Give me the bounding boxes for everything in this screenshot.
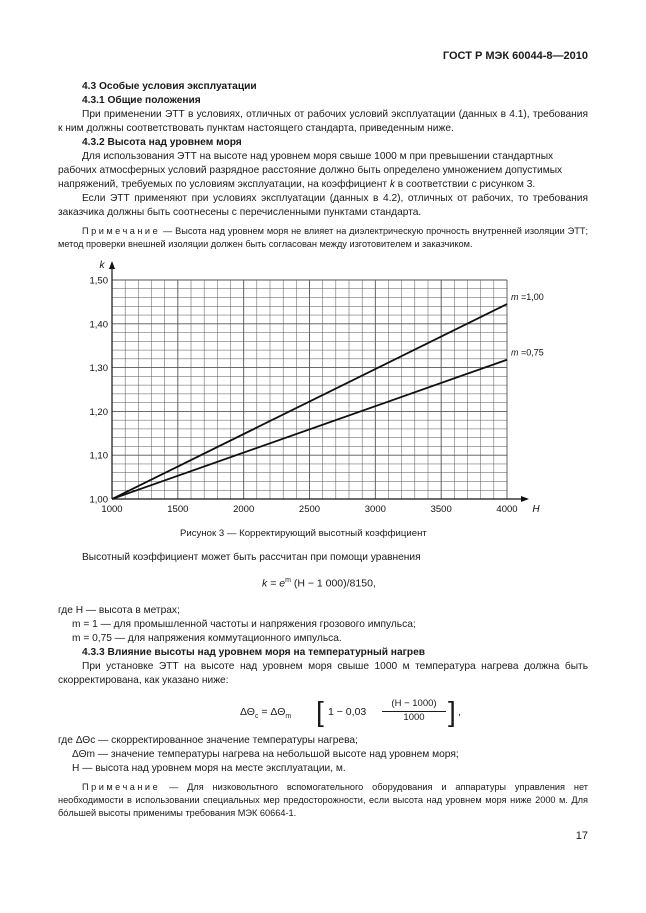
document-header: ГОСТ Р МЭК 60044-8—2010 [442,50,588,62]
y-axis-arrow [109,261,115,269]
eq2-comma: , [458,706,461,718]
x-tick-label: 3000 [364,504,386,515]
eq1-lhs: k = e [262,577,286,590]
where-delta-c: где ΔΘc — скорректированное значение температуры нагрева; [58,735,358,746]
x-tick-label: 1500 [167,504,189,515]
x-axis-label: H [532,504,540,515]
note-2-text: — Для низковольтного вспомогательного оборудования и аппаратуры управления нет необходимости в использовании специальных мер предосторожности, если высота над уровнем моря ниже 2000 м. Для бóльшей высоты применимы требования МЭК 60664-1. [58,782,588,818]
y-tick-label: 1,30 [89,363,108,375]
where-h-2: H — высота над уровнем моря на месте эксплуатации, м. [72,763,346,774]
x-tick-label: 4000 [496,504,518,515]
eq2-bracket-left: [ [316,696,324,727]
line3-text-a: напряжений, требуемых по условиям эксплуатации, на коэффициент [58,179,388,190]
section-heading-4-3-2: 4.3.2 Высота над уровнем моря [82,137,242,148]
eq2-denominator: 1000 [403,712,425,723]
eq2-lhs: $\Delta\Theta_c = \Delta\Theta_m$ [240,706,292,721]
where-h: где H — высота в метрах; [58,605,180,616]
eq1-rest: (H − 1 000)/8150, [290,577,376,590]
note-1-text: — Высота над уровнем моря не влияет на диэлектрическую прочность внутренней изоляции ЭТТ; метод проверки внешней изоляции должен быть согласован между изготовителем и заказчиком. [58,226,588,249]
y-tick-label: 1,20 [89,406,108,418]
figure-caption: Рисунок 3 — Корректирующий высотный коэффициент [180,528,427,539]
equation-altitude-factor [262,577,376,590]
y-tick-label: 1,40 [89,319,108,331]
y-tick-label: 1,00 [89,494,108,506]
y-axis-label: k [99,260,105,271]
note-2-label: Примечание [82,782,161,792]
x-tick-label: 2500 [298,504,321,515]
eq2-inner: 1 − 0,03 [328,706,367,718]
series-label-2: m =0,75 [511,347,544,358]
x-axis-arrow [521,496,529,502]
note-2 [58,781,588,820]
x-tick-label: 2000 [233,504,255,515]
where-delta-m: ΔΘm — значение температуры нагрева на небольшой высоте над уровнем моря; [72,749,459,760]
equation-intro: Высотный коэффициент может быть рассчитан при помощи уравнения [82,552,421,563]
line3-text-b: в соответствии с рисунком 3. [397,179,536,190]
paragraph-4-3-2-b: Если ЭТТ применяют при условиях эксплуатации (данных в 4.2), отличных от рабочих, то требования заказчика должны быть соотнесены с перечисленными пунктами стандарта. [58,193,588,218]
section-heading-4-3-3: 4.3.3 Влияние высоты над уровнем моря на температурный нагрев [82,647,426,658]
section-heading-4-3: 4.3 Особые условия эксплуатации [82,81,257,92]
where-m1: m = 1 — для промышленной частоты и напряжения грозового импульса; [72,619,416,630]
paragraph-4-3-2-line2: рабочих атмосферных условий разрядное расстояние должно быть определено умножением допустимых [58,165,563,176]
altitude-factor-chart [70,255,550,520]
x-tick-label: 3500 [430,504,452,515]
eq1-exponent: m [285,577,291,584]
x-tick-label: 1000 [101,504,123,515]
note-1-label: Примечание [82,226,161,236]
series-label-1: m =1,00 [511,292,544,303]
note-1 [58,225,588,251]
eq2-numerator: (H − 1000) [391,698,437,709]
where-m2: m = 0,75 — для напряжения коммутационного импульса. [72,633,342,644]
paragraph-4-3-2-line1: Для использования ЭТТ на высоте над уровнем моря свыше 1000 м при превышении стандартных [82,151,554,162]
y-tick-label: 1,50 [89,275,108,287]
paragraph-4-3-3: При установке ЭТТ на высоте над уровнем моря свыше 1000 м температура нагрева должна быть скорректирована, как указано ниже: [58,661,588,686]
eq2-bracket-right: ] [448,696,456,727]
k-symbol: k [389,179,395,190]
paragraph-4-3-2-line3 [58,178,535,192]
y-tick-label: 1,10 [89,450,108,462]
section-heading-4-3-1: 4.3.1 Общие положения [82,95,201,106]
paragraph-4-3-1: При применении ЭТТ в условиях, отличных от рабочих условий эксплуатации (данных в 4.1), требования к ним должны соответствовать пунктам настоящего стандарта, приведенным ниже. [58,109,588,134]
page-number: 17 [575,830,588,842]
